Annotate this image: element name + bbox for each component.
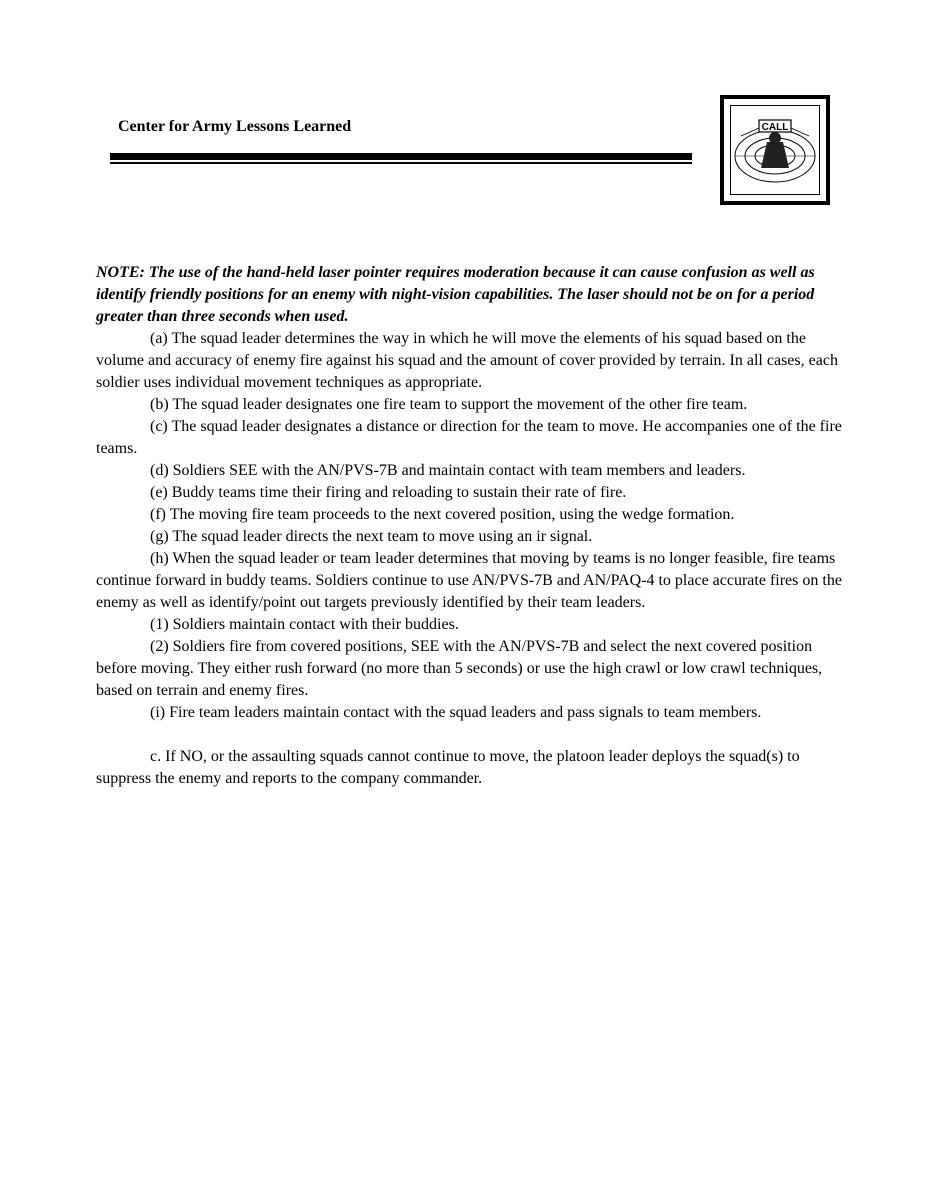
paragraph-i: (i) Fire team leaders maintain contact with the squad leaders and pass signals to team members. — [150, 704, 762, 721]
document-body — [96, 262, 856, 790]
call-emblem-icon — [731, 106, 819, 194]
paragraph-g: (g) The squad leader directs the next team to move using an ir signal. — [150, 528, 593, 545]
header-rule — [110, 153, 692, 160]
paragraph-d: (d) Soldiers SEE with the AN/PVS-7B and maintain contact with team members and leaders. — [150, 462, 746, 479]
paragraph-2: (2) Soldiers fire from covered positions, SEE with the AN/PVS-7B and select the next covered position before moving. They either rush forward (no more than 5 seconds) or use the high crawl or low crawl techniques, based on terrain and enemy fires. — [96, 638, 823, 699]
paragraph-a: (a) The squad leader determines the way in which he will move the elements of his squad based on the volume and accuracy of enemy fire against his squad and the amount of cover provided by terrain. In all cases, each soldier uses individual movement techniques as appropriate. — [96, 330, 838, 391]
laser-note: NOTE: The use of the hand-held laser pointer requires moderation because it can cause confusion as well as identify friendly positions for an enemy with night-vision capabilities. The laser should not be on for a period greater than three seconds when used. — [96, 264, 815, 325]
paragraph-b: (b) The squad leader designates one fire team to support the movement of the other fire team. — [150, 396, 748, 413]
paragraph-1: (1) Soldiers maintain contact with their buddies. — [150, 616, 459, 633]
header-rule-thin — [110, 162, 692, 164]
call-logo-frame — [730, 105, 820, 195]
paragraph-e: (e) Buddy teams time their firing and reloading to sustain their rate of fire. — [150, 484, 627, 501]
paragraph-h: (h) When the squad leader or team leader determines that moving by teams is no longer feasible, fire teams continue forward in buddy teams. Soldiers continue to use AN/PVS-7B and AN/PAQ-4 to place accurate fires on the enemy as well as identify/point out targets previously identified by their team leaders. — [96, 550, 842, 611]
call-logo — [720, 95, 830, 205]
call-logo-text: CALL — [761, 122, 789, 133]
paragraph-c-main: c. If NO, or the assaulting squads cannot continue to move, the platoon leader deploys the squad(s) to suppress the enemy and reports to the company commander. — [96, 748, 800, 787]
paragraph-c: (c) The squad leader designates a distance or direction for the team to move. He accompanies one of the fire teams. — [96, 418, 842, 457]
paragraph-spacer — [96, 724, 856, 746]
header-title: Center for Army Lessons Learned — [118, 118, 352, 135]
paragraph-f: (f) The moving fire team proceeds to the next covered position, using the wedge formation. — [150, 506, 735, 523]
